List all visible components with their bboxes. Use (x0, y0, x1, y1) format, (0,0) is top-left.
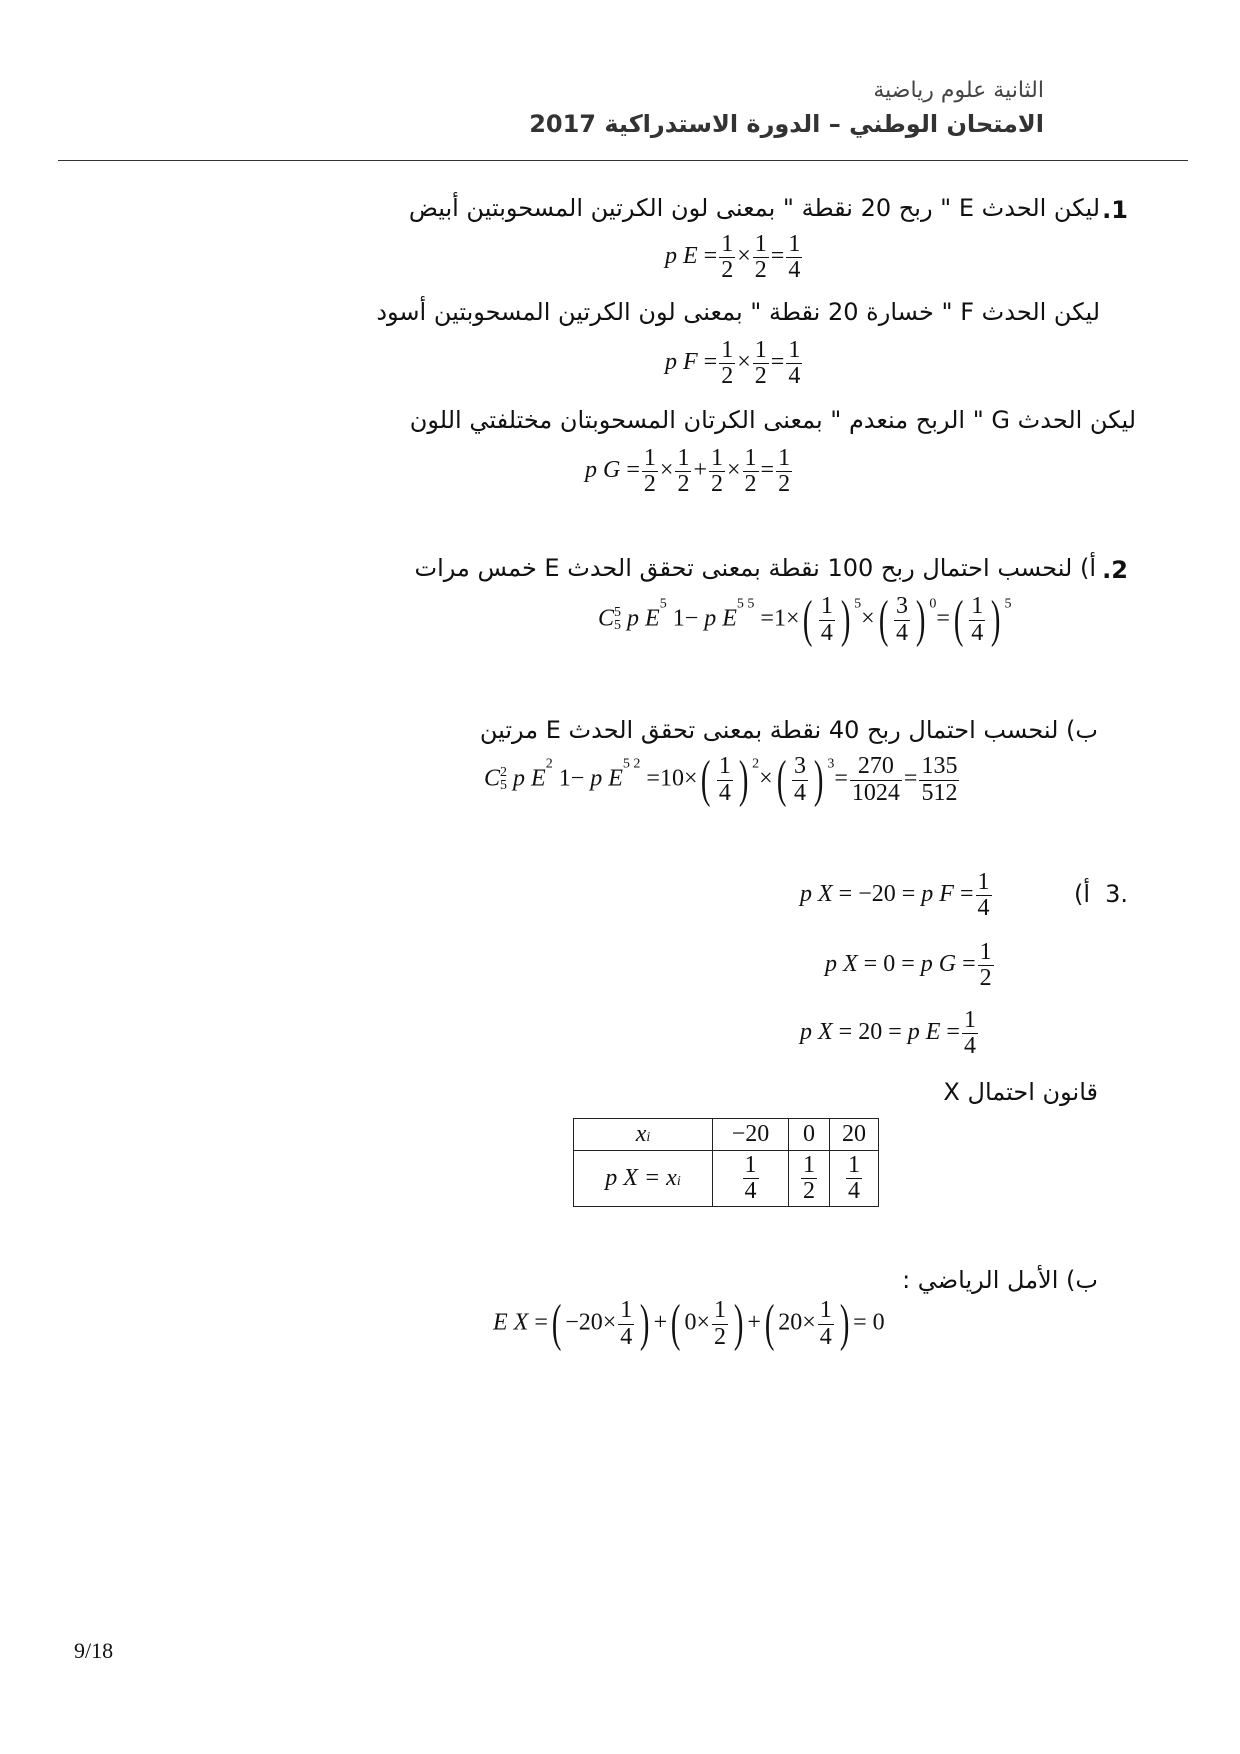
q3-part-b-text: ب) الأمل الرياضي : (902, 1266, 1098, 1294)
q1-prob-g-formula: p G = $\frac{1}{2}$ × $\frac{1}{2}$ + $\frac{1}{2}$ × $\frac{1}{2}$ = $\frac{1}{2}$ (585, 445, 791, 498)
table-cell-value: 20 (830, 1119, 879, 1151)
table-cell-value: 0 (789, 1119, 830, 1151)
table-header-xi: xi (574, 1119, 713, 1151)
header-rule (58, 160, 1188, 161)
table-cell-prob: $\frac{1}{2}$ (789, 1151, 830, 1207)
q2-b-simplified-den: 512 (921, 779, 958, 806)
q3-prob-x-0: p X = 0 = p G = $\frac{1}{2}$ (825, 939, 992, 992)
q3-prob-x-minus20: p X = −20 = p F = $\frac{1}{4}$ (800, 869, 990, 922)
q2-b-result-num: 270 (850, 754, 902, 780)
q2-b-result-den: 1024 (851, 779, 900, 806)
q3-part-a-label: أ) (1073, 880, 1090, 908)
table-cell-prob: $\frac{1}{4}$ (713, 1151, 789, 1207)
q3-prob-x-20: p X = 20 = p E = $\frac{1}{4}$ (800, 1007, 976, 1060)
q1-event-g-text: ليكن الحدث G " الربح منعدم " بمعنى الكرتان المسحوبتان مختلفتي اللون (409, 406, 1136, 434)
table-cell-value: −20 (713, 1119, 789, 1151)
q1-prob-e-formula: p E = $\frac{1}{2}$ × $\frac{1}{2}$ = $\frac{1}{4}$ (665, 231, 801, 284)
q2-part-b-formula: C 2 5 p $E^2$ 1− p $E^{5 2} =10\times$( $\frac{1}{4}$ ) $^2$×( $\frac{3}{4}$ ) $^3$= $\frac{270}{1024}$ = $\frac{135}{512}$ (484, 751, 958, 808)
q1-event-f-text: ليكن الحدث F " خسارة 20 نقطة " بمعنى لون الكرتين المسحوبتين أسود (376, 298, 1100, 326)
table-header-prob: p X = xi (574, 1151, 713, 1207)
header-subject: الثانية علوم رياضية (873, 78, 1044, 103)
q2-part-b-text: ب) لنحسب احتمال ربح 40 نقطة بمعنى تحقق الحدث E مرتين (479, 716, 1098, 744)
q2-b-simplified-num: 135 (921, 753, 958, 780)
q3-number: .3 (1105, 880, 1128, 908)
table-row-values (574, 1119, 879, 1151)
table-row-probs (574, 1151, 879, 1207)
header-exam-title: الامتحان الوطني – الدورة الاستدراكية 2017 (529, 110, 1044, 138)
q1-event-e-text: ليكن الحدث E " ربح 20 نقطة " بمعنى لون الكرتين المسحوبتين أبيض (408, 194, 1100, 222)
q3-probability-table (573, 1118, 879, 1207)
q1-prob-f-formula: p F = $\frac{1}{2}$ × $\frac{1}{2}$ = $\frac{1}{4}$ (665, 337, 801, 390)
q2-part-a-formula: C 5 5 p $E^5$ 1− p $E^{5 5} =1\times$( $\frac{1}{4}$ ) $^5$×( $\frac{3}{4}$ ) $^0$=( $\frac{1}{4}$ ) $^5$ (598, 591, 1012, 648)
q2-part-a-text: أ) لنحسب احتمال ربح 100 نقطة بمعنى تحقق الحدث E خمس مرات (414, 554, 1096, 582)
q2-number: 2. (1102, 556, 1128, 584)
page-number: 9/18 (74, 1638, 114, 1663)
q1-number: 1. (1102, 196, 1128, 224)
q3-law-label: قانون احتمال X (943, 1078, 1098, 1106)
table-cell-prob: $\frac{1}{4}$ (830, 1151, 879, 1207)
q3-expectation-formula: E X =( −20× $\frac{1}{4}$ ) +( 0× $\frac{1}{2}$ ) +( 20× $\frac{1}{4}$ ) = 0 (493, 1295, 885, 1352)
